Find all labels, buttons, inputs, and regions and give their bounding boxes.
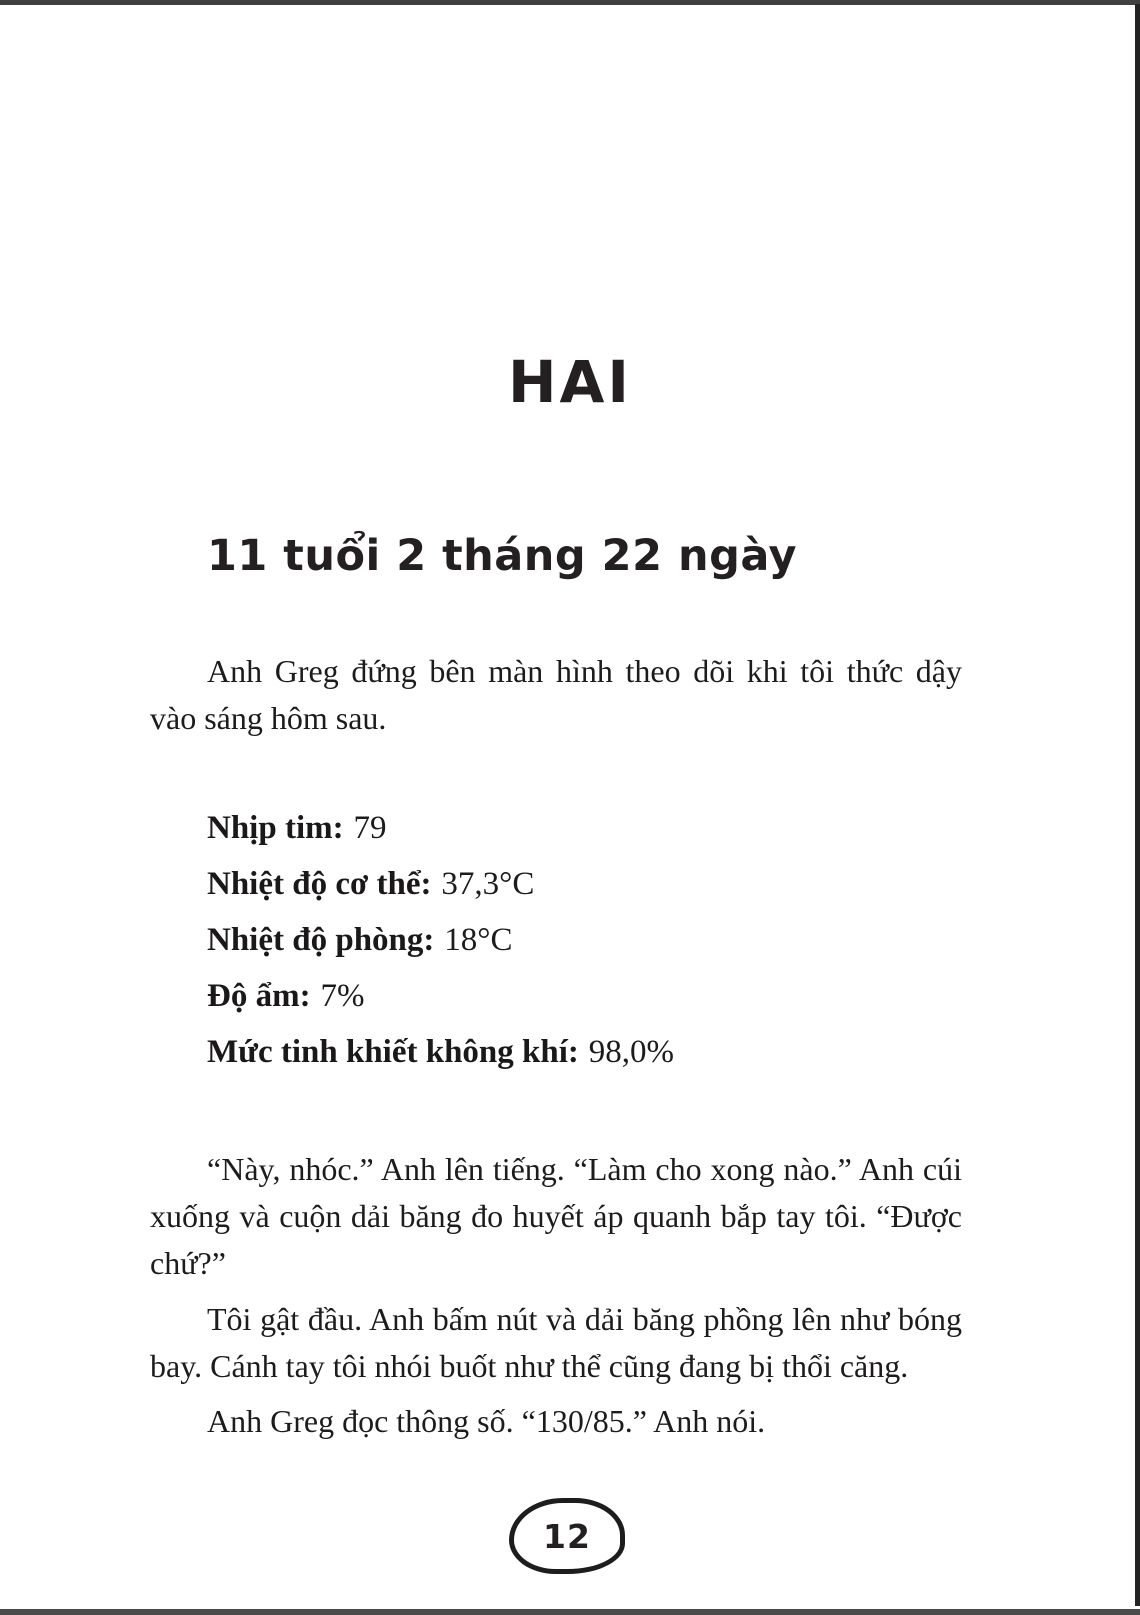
- paragraph-reading: Anh Greg đọc thông số. “130/85.” Anh nói.: [207, 1403, 766, 1439]
- stat-body-temperature: [207, 856, 674, 912]
- page-edge-bottom: [0, 1609, 1140, 1615]
- stat-value: 79: [353, 810, 387, 846]
- stat-heart-rate: [207, 800, 674, 856]
- vitals-stats-list: [207, 800, 674, 1080]
- stat-label: Nhịp tim:: [207, 810, 344, 846]
- paragraph-cuff: Tôi gật đầu. Anh bấm nút và dải băng phồng lên như bóng bay. Cánh tay tôi nhói buốt như thể cũng đang bị thổi căng.: [150, 1301, 962, 1384]
- stat-value: 98,0%: [588, 1034, 675, 1070]
- page-edge-right: [1135, 4, 1140, 1606]
- stat-room-temperature: [207, 912, 674, 968]
- stat-value: 7%: [320, 978, 365, 1014]
- chapter-title: HAI: [507, 348, 632, 416]
- stat-label: Nhiệt độ cơ thể:: [207, 866, 432, 902]
- stat-label: Nhiệt độ phòng:: [207, 922, 435, 958]
- stat-value: 18°C: [444, 922, 513, 958]
- stat-air-purity: [207, 1024, 674, 1080]
- stat-label: Độ ẩm:: [207, 978, 311, 1014]
- paragraph-dialogue: “Này, nhóc.” Anh lên tiếng. “Làm cho xong nào.” Anh cúi xuống và cuộn dải băng đo huyết áp quanh bắp tay tôi. “Được chứ?”: [150, 1151, 962, 1281]
- page-number-oval: [509, 1498, 625, 1574]
- paragraph-intro: Anh Greg đứng bên màn hình theo dõi khi tôi thức dậy vào sáng hôm sau.: [150, 653, 962, 736]
- section-heading: 11 tuổi 2 tháng 22 ngày: [207, 531, 798, 581]
- page-number: 12: [543, 1516, 591, 1556]
- stat-label: Mức tinh khiết không khí:: [207, 1034, 579, 1070]
- stat-value: 37,3°C: [441, 866, 535, 902]
- stat-humidity: [207, 968, 674, 1024]
- page-edge-top: [0, 0, 1140, 5]
